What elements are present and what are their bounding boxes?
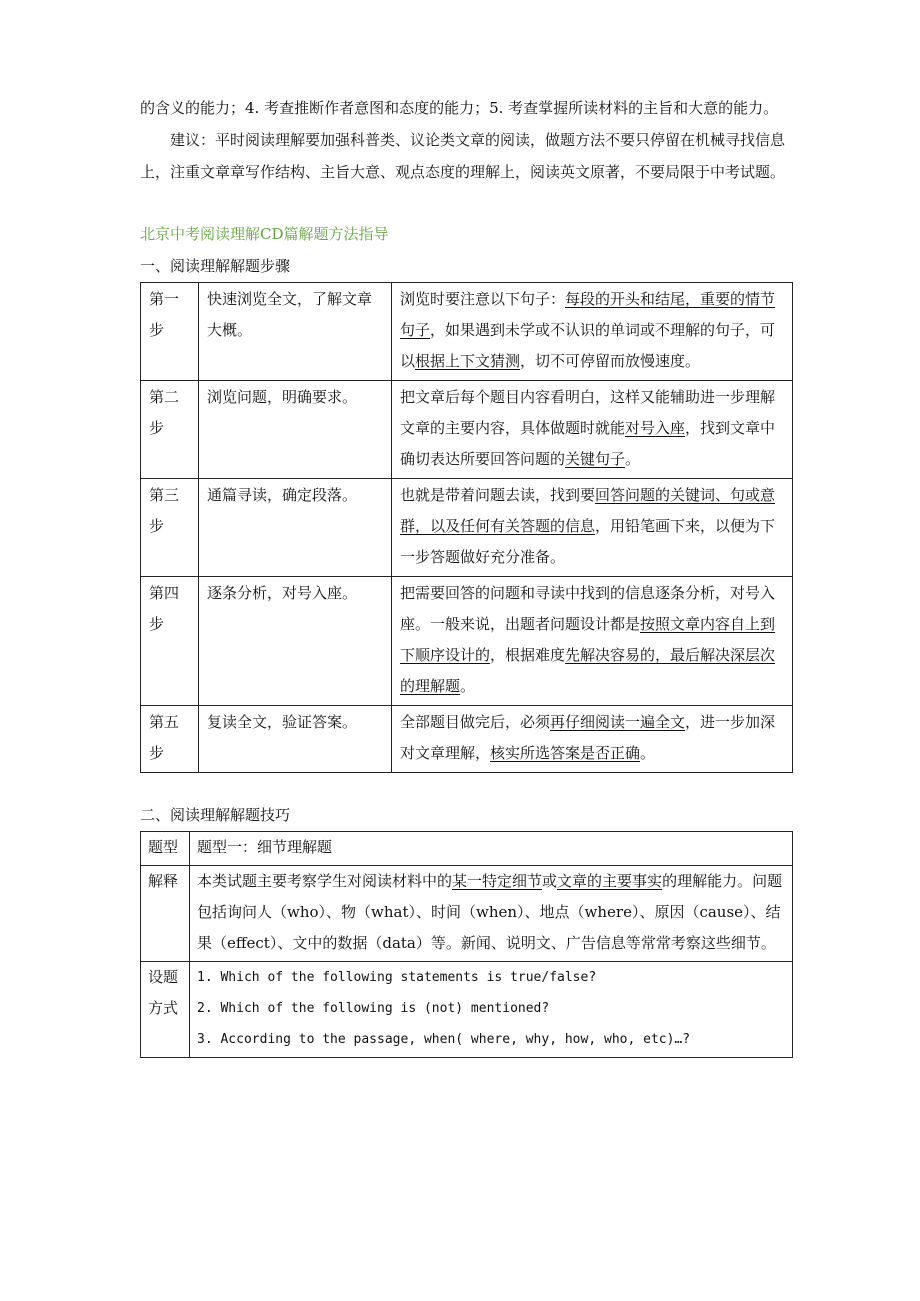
advice-paragraph: 建议：平时阅读理解要加强科普类、议论类文章的阅读，做题方法不要只停留在机械寻找信息上，注重文章章写作结构、主旨大意、观点态度的理解上，阅读英文原著，不要局限于中考试题。 [140,131,786,181]
step-detail: 把需要回答的问题和寻读中找到的信息逐条分析，对号入座。一般来说，出题者问题设计都是按照文章内容自上到下顺序设计的，根据难度先解决容易的，最后解决深层次的理解题。 [392,577,793,706]
step-action: 通篇寻读，确定段落。 [199,479,392,577]
step-label: 第二步 [141,381,199,479]
question-form-item: 2. Which of the following is (not) mentioned? [197,1001,550,1016]
section2-title: 二、阅读理解解题技巧 [140,806,291,824]
guide-title: 北京中考阅读理解CD篇解题方法指导 [140,225,389,243]
document-page [140,92,792,1058]
step-action: 逐条分析，对号入座。 [199,577,392,706]
steps-table [140,282,793,773]
step-label: 第三步 [141,479,199,577]
table-row [141,479,793,577]
table-row [141,962,793,1058]
skills-table [140,831,793,1058]
explanation-text: 本类试题主要考察学生对阅读材料中的某一特定细节或文章的主要事实的理解能力。问题包括询问人（who）、物（what）、时间（when）、地点（where）、原因（cause）、结果（effect）、文中的数据（data）等。新闻、说明文、广告信息等常常考察这些细节。 [190,866,793,962]
table-row [141,577,793,706]
question-form-item: 1. Which of the following statements is true/false? [197,970,597,985]
section1-title: 一、阅读理解解题步骤 [140,257,291,275]
step-label: 第五步 [141,706,199,773]
spacer [140,773,792,799]
step-label: 第一步 [141,283,199,381]
step-detail: 浏览时要注意以下句子：每段的开头和结尾，重要的情节句子，如果遇到未学或不认识的单词或不理解的句子，可以根据上下文猜测，切不可停留而放慢速度。 [392,283,793,381]
skills-row-label: 题型 [141,832,190,866]
table-row [141,283,793,381]
table-row [141,866,793,962]
step-detail: 全部题目做完后，必须再仔细阅读一遍全文，进一步加深对文章理解，核实所选答案是否正确。 [392,706,793,773]
skills-row-label: 解释 [141,866,190,962]
table-row [141,706,793,773]
question-type-value: 题型一：细节理解题 [190,832,793,866]
skills-row-label: 设题方式 [141,962,190,1058]
step-label: 第四步 [141,577,199,706]
table-row [141,832,793,866]
step-action: 复读全文，验证答案。 [199,706,392,773]
step-detail: 把文章后每个题目内容看明白，这样又能辅助进一步理解文章的主要内容，具体做题时就能对号入座，找到文章中确切表达所要回答问题的关键句子。 [392,381,793,479]
table-row [141,381,793,479]
step-action: 浏览问题，明确要求。 [199,381,392,479]
question-form-item: 3. According to the passage, when( where, why, how, who, etc)…? [197,1032,691,1047]
step-action: 快速浏览全文，了解文章大概。 [199,283,392,381]
intro-paragraph: 的含义的能力；4. 考查推断作者意图和态度的能力；5. 考查掌握所读材料的主旨和大意的能力。 [140,99,779,117]
question-forms [190,962,793,1058]
step-detail: 也就是带着问题去读，找到要回答问题的关键词、句或意群，以及任何有关答题的信息，用铅笔画下来，以便为下一步答题做好充分准备。 [392,479,793,577]
